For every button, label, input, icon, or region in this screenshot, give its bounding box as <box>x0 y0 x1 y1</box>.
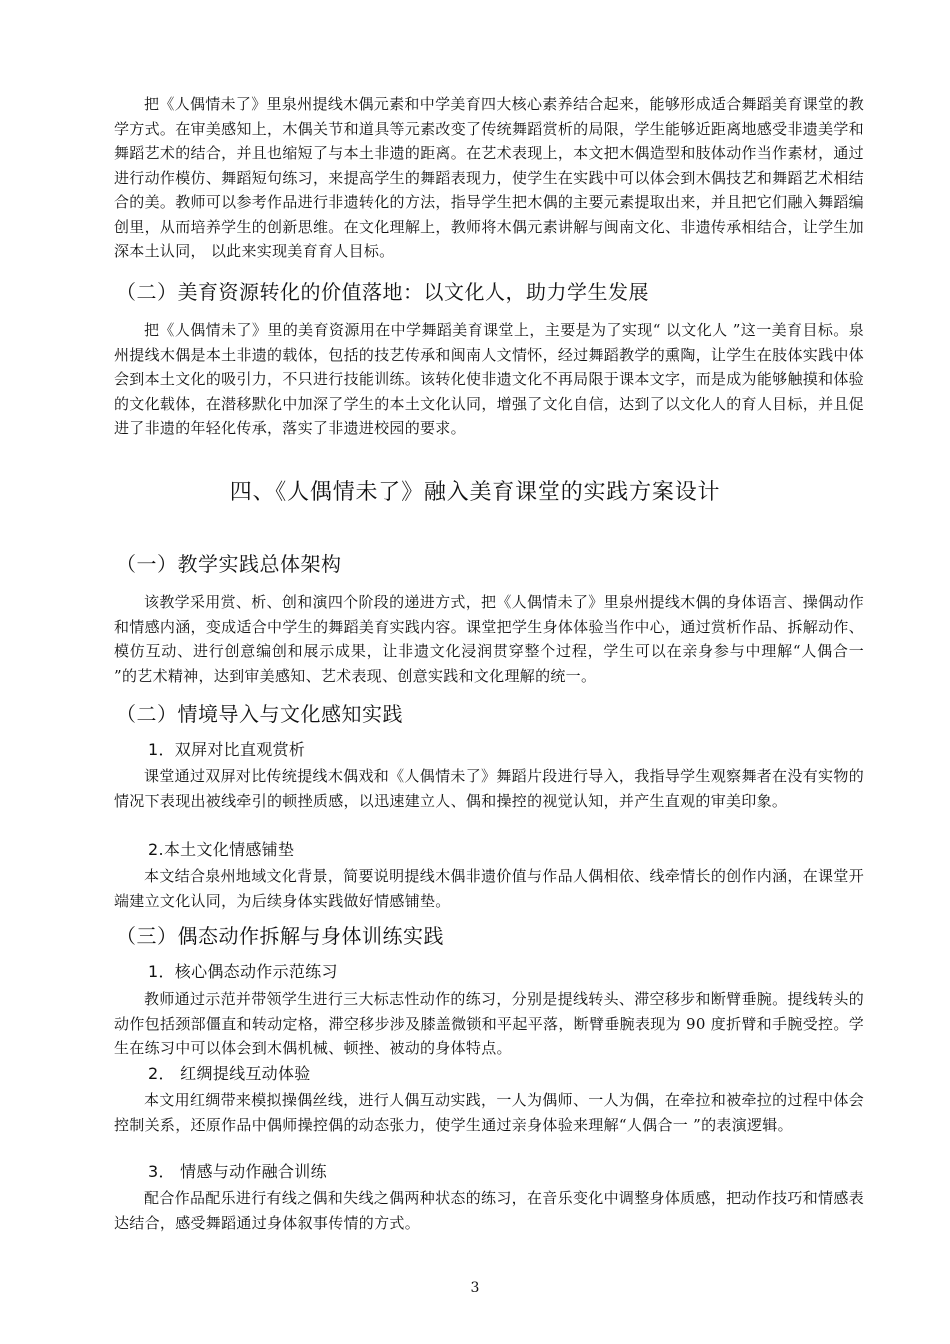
paragraph-local-culture: 本文结合泉州地域文化背景，简要说明提线木偶非遗价值与作品人偶相依、线牵情长的创作内涵，在课堂开端建立文化认同，为后续身体实践做好情感铺垫。 <box>114 867 864 910</box>
paragraph-value: 把《人偶情未了》里的美育资源用在中学舞蹈美育课堂上，主要是为了实现“ 以文化人 ”这一美育目标。泉州提线木偶是本土非遗的载体，包括的技艺传承和闽南人文情怀，经过舞蹈教学的熏陶，让学生在肢体实践中体会到本土文化的吸引力，不只进行技能训练。该转化使非遗文化不再局限于课本文字，而是成为能够触摸和体验的文化载体，在潜移默化中加深了学生的本土文化认同，增强了文化自信，达到了以文化人的育人目标，并且促进了非遗的年轻化传承，落实了非遗进校园的要求。 <box>114 321 864 437</box>
section-heading-movement: （三）偶态动作拆解与身体训练实践 <box>116 924 444 948</box>
subheading-emotion-movement: 3． 情感与动作融合训练 <box>148 1162 327 1181</box>
chapter-heading: 四、《人偶情未了》融入美育课堂的实践方案设计 <box>229 480 721 505</box>
section-heading-architecture: （一）教学实践总体架构 <box>116 552 342 576</box>
paragraph-red-silk: 本文用红绸带来模拟操偶丝线，进行人偶互动实践，一人为偶师、一人为偶，在牵拉和被牵拉的过程中体会控制关系，还原作品中偶师操控偶的动态张力，使学生通过亲身体验来理解“人偶合一 ”的表演逻辑。 <box>114 1091 864 1134</box>
paragraph-core-movement: 教师通过示范并带领学生进行三大标志性动作的练习，分别是提线转头、滞空移步和断臂垂腕。提线转头的动作包括颈部僵直和转动定格，滞空移步涉及膝盖微锁和平起平落，断臂垂腕表现为 90 度折臂和手腕受控。学生在练习中可以体会到木偶机械、顿挫、被动的身体特点。 <box>114 990 864 1057</box>
subheading-core-movement: 1．核心偶态动作示范练习 <box>148 962 338 981</box>
section-heading-situation: （二）情境导入与文化感知实践 <box>116 702 403 726</box>
paragraph-dual-screen: 课堂通过双屏对比传统提线木偶戏和《人偶情未了》舞蹈片段进行导入，我指导学生观察舞者在没有实物的情况下表现出被线牵引的顿挫质感，以迅速建立人、偶和操控的视觉认知，并产生直观的审美印象。 <box>114 767 864 810</box>
paragraph-emotion-movement: 配合作品配乐进行有线之偶和失线之偶两种状态的练习，在音乐变化中调整身体质感，把动作技巧和情感表达结合，感受舞蹈通过身体叙事传情的方式。 <box>114 1189 864 1232</box>
paragraph-architecture: 该教学采用赏、析、创和演四个阶段的递进方式，把《人偶情未了》里泉州提线木偶的身体语言、操偶动作和情感内涵，变成适合中学生的舞蹈美育实践内容。课堂把学生身体体验当作中心，通过赏析作品、拆解动作、模仿互动、进行创意编创和展示成果，让非遗文化浸润贯穿整个过程，学生可以在亲身参与中理解“人偶合一 ”的艺术精神，达到审美感知、艺术表现、创意实践和文化理解的统一。 <box>114 593 864 685</box>
paragraph-core-literacy: 把《人偶情未了》里泉州提线木偶元素和中学美育四大核心素养结合起来，能够形成适合舞蹈美育课堂的教学方式。在审美感知上，木偶关节和道具等元素改变了传统舞蹈赏析的局限，学生能够近距离地感受非遗美学和舞蹈艺术的结合，并且也缩短了与本土非遗的距离。在艺术表现上，本文把木偶造型和肢体动作当作素材，通过进行动作模仿、舞蹈短句练习，来提高学生的舞蹈表现力，使学生在实践中可以体会到木偶技艺和舞蹈艺术相结合的美。教师可以参考作品进行非遗转化的方法，指导学生把木偶的主要元素提取出来，并且把它们融入舞蹈编创里，从而培养学生的创新思维。在文化理解上，教师将木偶元素讲解与闽南文化、非遗传承相结合，让学生加深本土认同， 以此来实现美育育人目标。 <box>114 95 864 260</box>
subheading-dual-screen: 1．双屏对比直观赏析 <box>148 740 306 759</box>
page-number: 3 <box>470 1280 480 1296</box>
subheading-red-silk: 2． 红绸提线互动体验 <box>148 1064 311 1083</box>
section-heading-value: （二）美育资源转化的价值落地：以文化人，助力学生发展 <box>116 280 649 304</box>
subheading-local-culture: 2.本土文化情感铺垫 <box>148 840 295 859</box>
